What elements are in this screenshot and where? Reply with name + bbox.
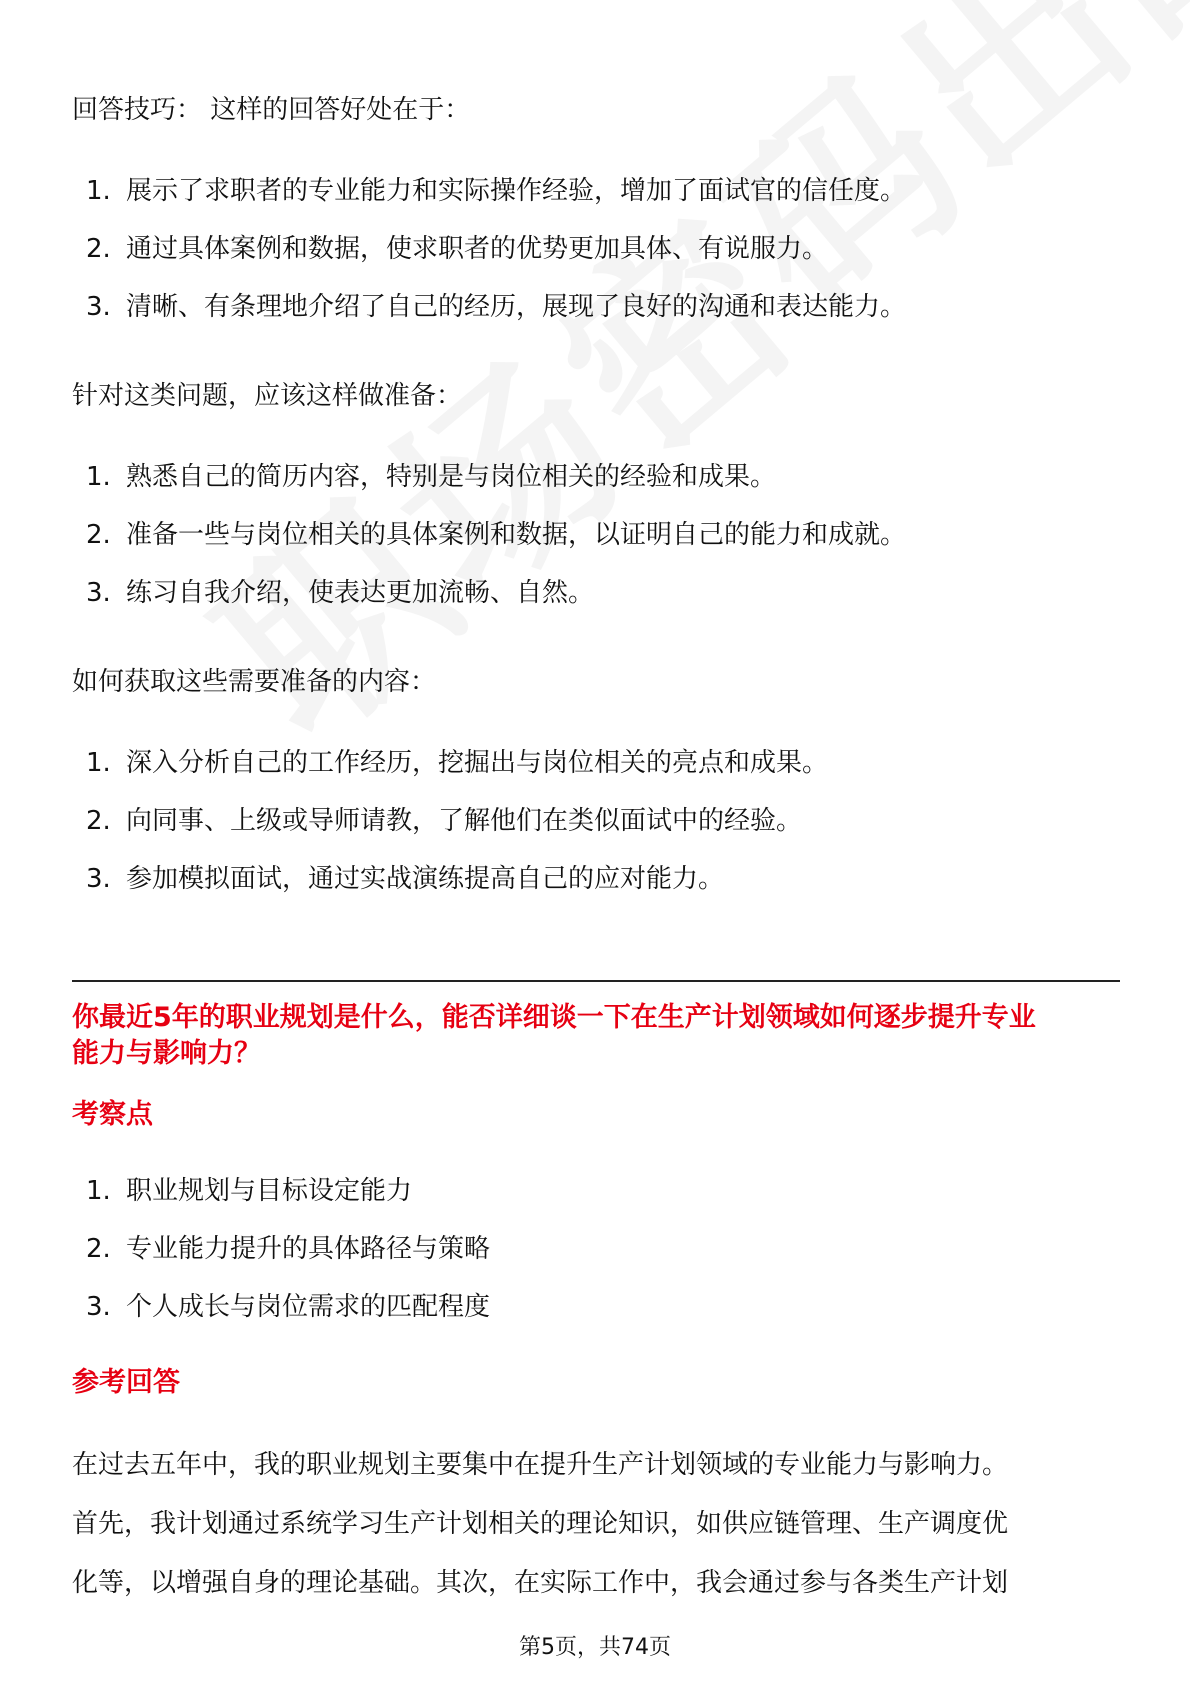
list-number: 2.: [86, 1234, 111, 1264]
answer-line: 在过去五年中，我的职业规划主要集中在提升生产计划领域的专业能力与影响力。: [72, 1450, 1009, 1480]
list-item-text: 职业规划与目标设定能力: [126, 1176, 413, 1206]
list-item-text: 参加模拟面试，通过实战演练提高自己的应对能力。: [126, 864, 725, 894]
list-number: 1.: [86, 462, 111, 492]
list-item-text: 个人成长与岗位需求的匹配程度: [126, 1292, 491, 1322]
list-number: 1.: [86, 176, 111, 206]
list-number: 3.: [86, 1292, 111, 1322]
list-item: [72, 746, 828, 804]
reference-answer-heading: 参考回答: [72, 1367, 180, 1398]
list-item-text: 清晰、有条理地介绍了自己的经历，展现了良好的沟通和表达能力。: [126, 292, 907, 322]
list-number: 3.: [86, 864, 111, 894]
list-item: [72, 232, 906, 290]
answer-line: 化等，以增强自身的理论基础。其次，在实际工作中，我会通过参与各类生产计划: [72, 1568, 1009, 1598]
list-item-text: 深入分析自己的工作经历，挖掘出与岗位相关的亮点和成果。: [126, 748, 829, 778]
list-number: 2.: [86, 520, 111, 550]
answer-tips-heading: 回答技巧： 这样的回答好处在于：: [72, 95, 471, 125]
list-item-text: 专业能力提升的具体路径与策略: [126, 1234, 491, 1264]
list-item: [72, 174, 906, 232]
answer-tips-list: [72, 174, 906, 348]
list-number: 2.: [86, 234, 111, 264]
question-line: 你最近5年的职业规划是什么，能否详细谈一下在生产计划领域如何逐步提升专业: [72, 1002, 1036, 1033]
reference-answer-body: [72, 1436, 1120, 1613]
list-item: [72, 518, 906, 576]
content-source-heading: 如何获取这些需要准备的内容：: [72, 667, 437, 697]
list-item: [72, 576, 906, 634]
list-item: [72, 290, 906, 348]
list-item: [72, 862, 828, 920]
list-item-text: 练习自我介绍，使表达更加流畅、自然。: [126, 578, 595, 608]
focus-points-list: [72, 1174, 490, 1348]
list-number: 3.: [86, 578, 111, 608]
interview-question: [72, 1000, 1120, 1072]
list-item: [72, 804, 828, 862]
list-item: [72, 1232, 490, 1290]
list-number: 3.: [86, 292, 111, 322]
list-item-text: 通过具体案例和数据，使求职者的优势更加具体、有说服力。: [126, 234, 829, 264]
list-number: 1.: [86, 748, 111, 778]
list-item: [72, 1174, 490, 1232]
list-item: [72, 1290, 490, 1348]
list-item: [72, 460, 906, 518]
content-source-list: [72, 746, 828, 920]
answer-line: 首先，我计划通过系统学习生产计划相关的理论知识，如供应链管理、生产调度优: [72, 1509, 1009, 1539]
question-line: 能力与影响力？: [72, 1038, 261, 1069]
section-divider: [72, 980, 1120, 982]
list-number: 2.: [86, 806, 111, 836]
list-item-text: 展示了求职者的专业能力和实际操作经验，增加了面试官的信任度。: [126, 176, 907, 206]
list-item-text: 向同事、上级或导师请教，了解他们在类似面试中的经验。: [126, 806, 803, 836]
list-item-text: 熟悉自己的简历内容，特别是与岗位相关的经验和成果。: [126, 462, 777, 492]
list-number: 1.: [86, 1176, 111, 1206]
list-item-text: 准备一些与岗位相关的具体案例和数据，以证明自己的能力和成就。: [126, 520, 907, 550]
preparation-list: [72, 460, 906, 634]
preparation-heading: 针对这类问题，应该这样做准备：: [72, 381, 463, 411]
focus-points-heading: 考察点: [72, 1099, 153, 1130]
page-number: 第5页，共74页: [519, 1635, 671, 1660]
